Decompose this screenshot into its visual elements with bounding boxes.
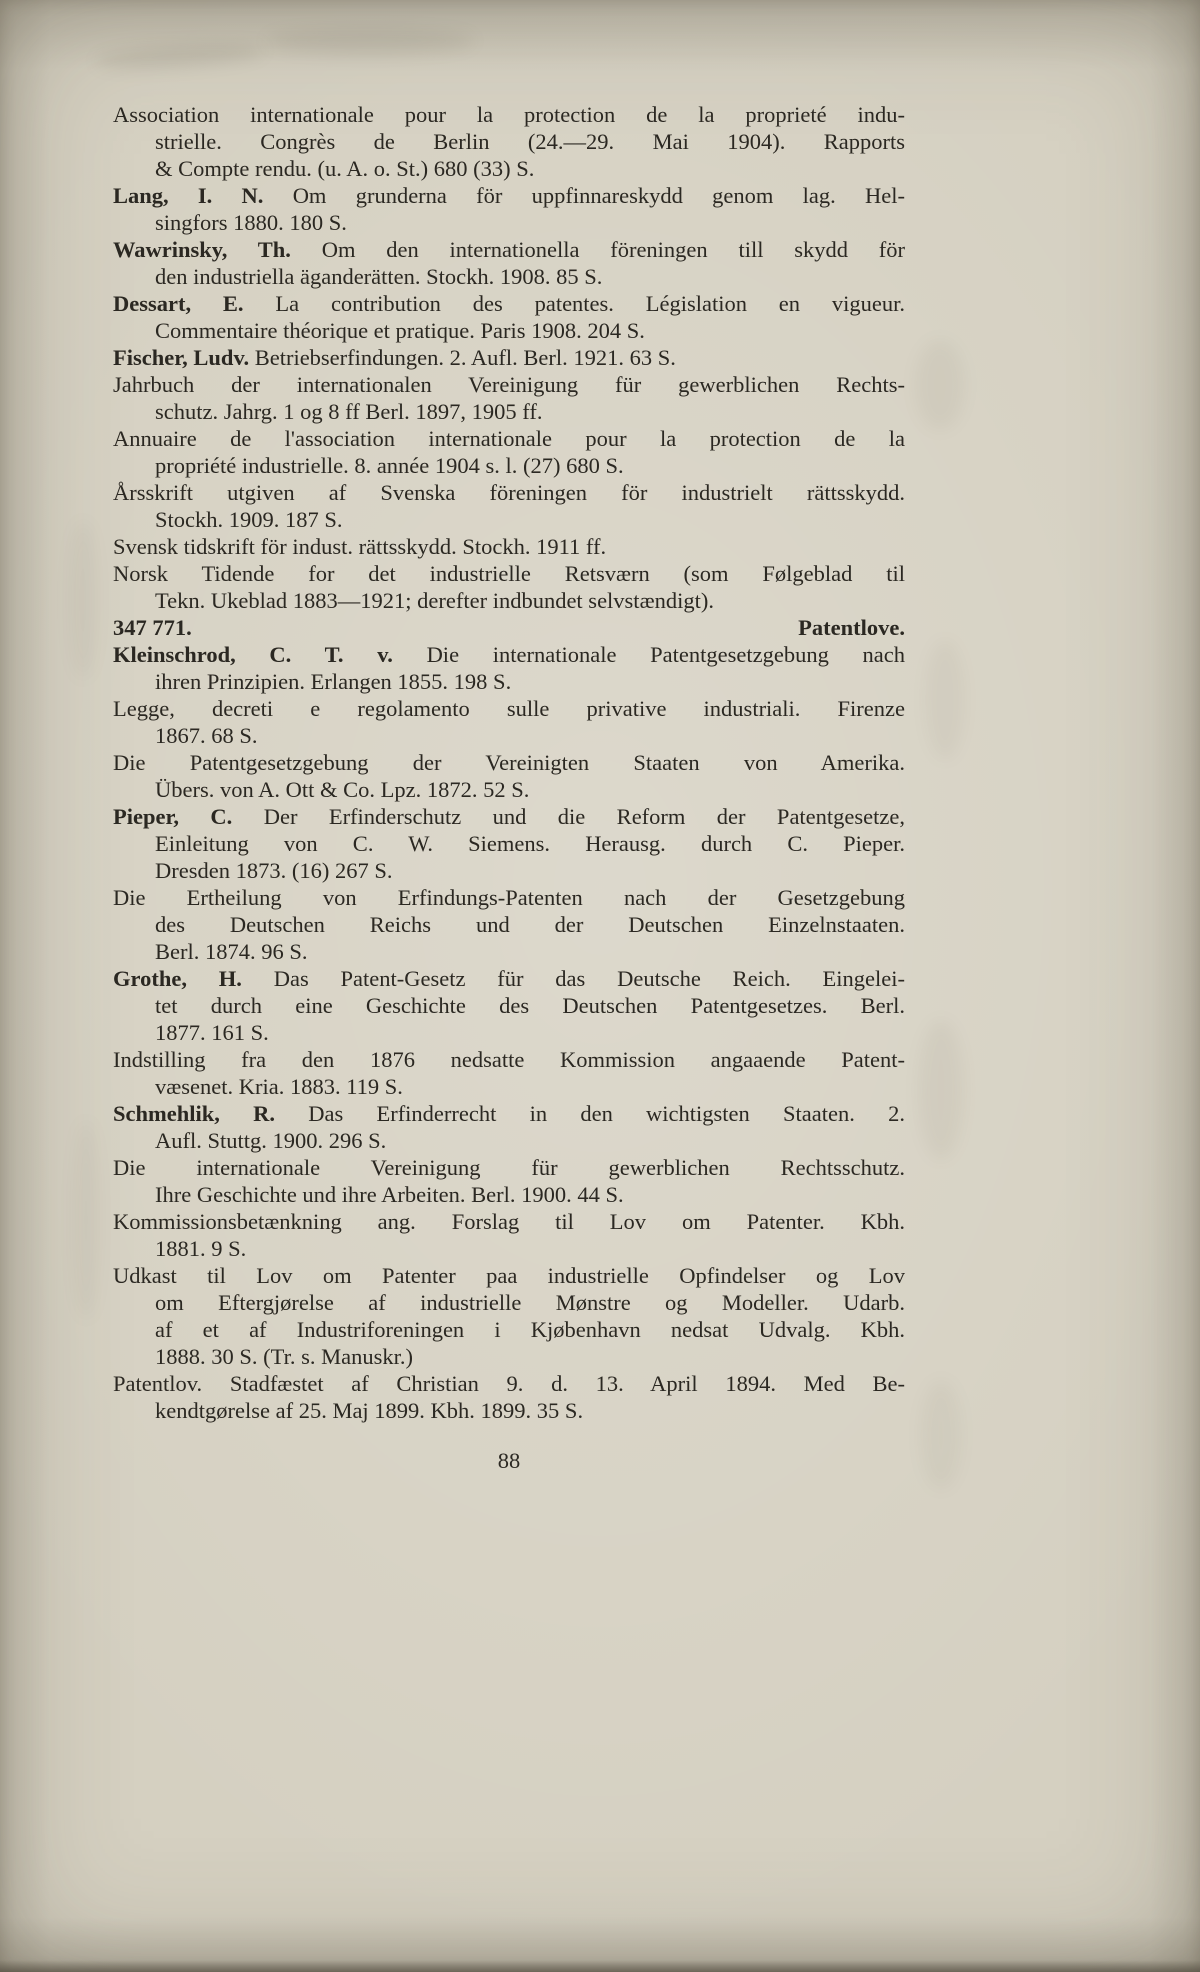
entry-line: singfors 1880. 180 S.: [155, 210, 347, 235]
entry-line: Die internationale Vereinigung für gewerblichen Rechtsschutz.: [113, 1155, 905, 1180]
page-number: 88: [497, 1448, 521, 1473]
entry-author: Lang, I. N.: [113, 183, 293, 208]
entry-line: Berl. 1874. 96 S.: [155, 939, 308, 964]
entry-author: Schmehlik, R.: [113, 1101, 309, 1126]
entry-line: Einleitung von C. W. Siemens. Herausg. durch C. Pieper.: [155, 831, 905, 856]
section-title: Patentlove.: [798, 615, 905, 640]
entry-line: Dessart, E. La contribution des patentes. Législation en vigueur.: [113, 291, 905, 316]
bibliography-entry: [113, 1262, 905, 1370]
bibliography-entry: [113, 560, 905, 614]
entry-line: schutz. Jahrg. 1 og 8 ff Berl. 1897, 1905 ff.: [155, 399, 543, 424]
entry-line: Association internationale pour la protection de la proprieté indu-: [113, 102, 905, 127]
entry-line: Tekn. Ukeblad 1883—1921; derefter indbundet selvstændigt).: [155, 588, 714, 613]
entry-author: Pieper, C.: [113, 804, 264, 829]
entry-author: Dessart, E.: [113, 291, 276, 316]
entry-line: Wawrinsky, Th. Om den internationella föreningen till skydd för: [113, 237, 905, 262]
bibliography-entry: [113, 371, 905, 425]
entry-line: strielle. Congrès de Berlin (24.—29. Mai 1904). Rapports: [155, 129, 905, 154]
entry-author: Kleinschrod, C. T. v.: [113, 642, 427, 667]
bibliography-entry: [113, 1046, 905, 1100]
entry-line: kendtgørelse af 25. Maj 1899. Kbh. 1899. 35 S.: [155, 1398, 584, 1423]
entry-line: Ihre Geschichte und ihre Arbeiten. Berl. 1900. 44 S.: [155, 1182, 624, 1207]
bibliography-entry: [113, 1208, 905, 1262]
bibliography-entry: [113, 749, 905, 803]
entry-author: Grothe, H.: [113, 966, 274, 991]
bibliography-entry: [113, 101, 905, 182]
entry-line: om Eftergjørelse af industrielle Mønstre og Modeller. Udarb.: [155, 1290, 905, 1315]
entry-line: Kommissionsbetænkning ang. Forslag til Lov om Patenter. Kbh.: [113, 1209, 905, 1234]
entry-line: propriété industrielle. 8. année 1904 s. l. (27) 680 S.: [155, 453, 624, 478]
entry-line: væsenet. Kria. 1883. 119 S.: [155, 1074, 403, 1099]
bibliography-entry: [113, 803, 905, 884]
entry-line: Stockh. 1909. 187 S.: [155, 507, 343, 532]
show-through-mark: [915, 340, 965, 430]
entry-author: Fischer, Ludv.: [113, 345, 255, 370]
entry-line: Grothe, H. Das Patent-Gesetz für das Deutsche Reich. Eingelei-: [113, 966, 906, 991]
entry-line: af et af Industriforeningen i Kjøbenhavn nedsat Udvalg. Kbh.: [155, 1317, 905, 1342]
entry-line: 1881. 9 S.: [155, 1236, 247, 1261]
bibliography-entry: [113, 425, 905, 479]
bibliography-entry: [113, 695, 905, 749]
entry-line: Kleinschrod, C. T. v. Die internationale Patentgesetzgebung nach: [113, 642, 905, 667]
entry-line: Svensk tidskrift för indust. rättsskydd. Stockh. 1911 ff.: [113, 534, 607, 559]
scan-smudge: [265, 28, 475, 54]
section-number: 347 771.: [113, 615, 192, 640]
entry-line: Schmehlik, R. Das Erfinderrecht in den wichtigsten Staaten. 2.: [113, 1101, 905, 1126]
bibliography-entry: [113, 965, 905, 1046]
entry-line: Commentaire théorique et pratique. Paris 1908. 204 S.: [155, 318, 645, 343]
show-through-mark: [918, 1020, 964, 1160]
entry-line: Annuaire de l'association internationale pour la protection de la: [113, 426, 905, 451]
entry-line: Årsskrift utgiven af Svenska föreningen för industrielt rättsskydd.: [113, 480, 905, 505]
entry-line: tet durch eine Geschichte des Deutschen Patentgesetzes. Berl.: [155, 993, 905, 1018]
bibliography-entry: [113, 884, 905, 965]
entry-line: des Deutschen Reichs und der Deutschen Einzelnstaaten.: [155, 912, 905, 937]
entry-line: Die Ertheilung von Erfindungs-Patenten nach der Gesetzgebung: [113, 885, 905, 910]
entry-line: 1867. 68 S.: [155, 723, 258, 748]
page-bottom-edge: [0, 1960, 1200, 1972]
entry-line: Übers. von A. Ott & Co. Lpz. 1872. 52 S.: [155, 777, 530, 802]
bibliography-entry: [113, 1154, 905, 1208]
show-through-mark: [920, 1380, 962, 1490]
entry-author: Wawrinsky, Th.: [113, 237, 322, 262]
bibliography-entry: [113, 1370, 905, 1424]
entry-line: Die Patentgesetzgebung der Vereinigten Staaten von Amerika.: [113, 750, 905, 775]
show-through-mark: [68, 520, 98, 680]
bibliography-entry: [113, 479, 905, 533]
entry-line: Jahrbuch der internationalen Vereinigung für gewerblichen Rechts-: [113, 372, 905, 397]
bibliography-entry: [113, 290, 905, 344]
bibliography-entry: [113, 533, 905, 560]
bibliography-entry: [113, 1100, 905, 1154]
entry-line: Patentlov. Stadfæstet af Christian 9. d. 13. April 1894. Med Be-: [113, 1371, 905, 1396]
entry-line: Norsk Tidende for det industrielle Retsværn (som Følgeblad til: [113, 561, 905, 586]
entry-line: ihren Prinzipien. Erlangen 1855. 198 S.: [155, 669, 512, 694]
section-heading: [113, 614, 905, 641]
bibliography-entry: [113, 236, 905, 290]
entry-line: 1888. 30 S. (Tr. s. Manuskr.): [155, 1344, 413, 1369]
scan-smudge: [94, 39, 265, 73]
entry-line: Udkast til Lov om Patenter paa industrielle Opfindelser og Lov: [113, 1263, 905, 1288]
entry-line: Pieper, C. Der Erfinderschutz und die Reform der Patentgesetze,: [113, 804, 906, 829]
entry-line: Legge, decreti e regolamento sulle privative industriali. Firenze: [113, 696, 905, 721]
show-through-mark: [72, 1120, 100, 1320]
bibliography: [113, 101, 905, 1424]
entry-line: 1877. 161 S.: [155, 1020, 269, 1045]
bibliography-entry: [113, 182, 905, 236]
entry-line: Indstilling fra den 1876 nedsatte Kommission angaaende Patent-: [113, 1047, 905, 1072]
entry-line: Lang, I. N. Om grunderna för uppfinnareskydd genom lag. Hel-: [113, 183, 905, 208]
show-through-mark: [925, 640, 965, 760]
entry-line: Aufl. Stuttg. 1900. 296 S.: [155, 1128, 387, 1153]
bibliography-entry: [113, 641, 905, 695]
entry-line: den industriella äganderätten. Stockh. 1908. 85 S.: [155, 264, 603, 289]
entry-line: Dresden 1873. (16) 267 S.: [155, 858, 393, 883]
entry-line: & Compte rendu. (u. A. o. St.) 680 (33) S.: [155, 156, 535, 181]
bibliography-entry: [113, 344, 905, 371]
entry-line: Fischer, Ludv. Betriebserfindungen. 2. Aufl. Berl. 1921. 63 S.: [113, 345, 676, 370]
